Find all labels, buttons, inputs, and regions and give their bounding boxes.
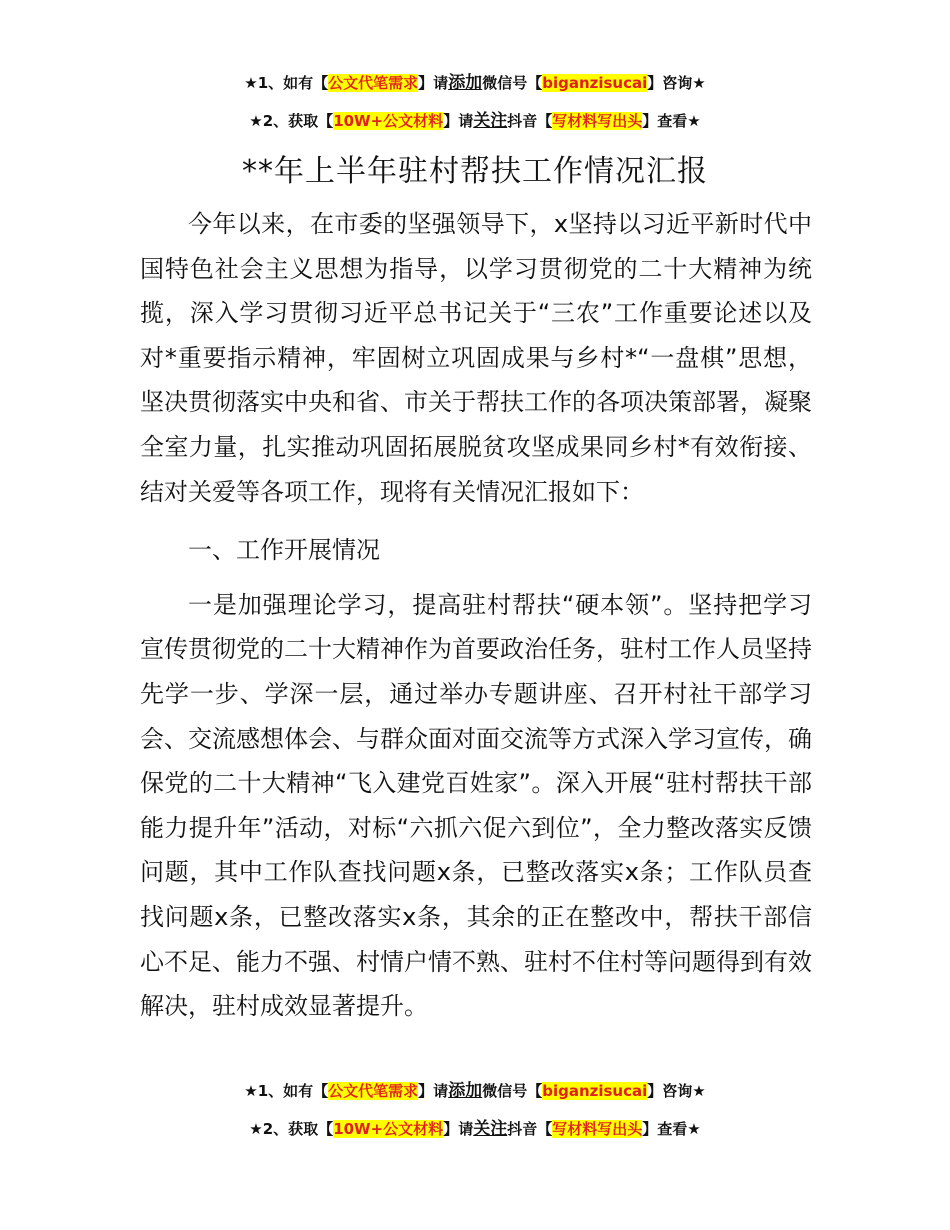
- promo-highlight-materials: 10W+公文材料: [333, 1120, 444, 1138]
- promo-underlined-follow: 关注: [473, 111, 508, 131]
- promo-underlined-add: 添加: [448, 1081, 483, 1101]
- promo-underlined-add: 添加: [448, 73, 483, 93]
- promo-text: 】请: [443, 112, 474, 130]
- promo-highlight-service: 公文代笔需求: [328, 74, 419, 92]
- document-title: **年上半年驻村帮扶工作情况汇报: [242, 154, 708, 189]
- promo-highlight-douyin-id: 写材料写出头: [552, 1120, 643, 1138]
- promo-highlight-wechat-id: biganzisucai: [542, 1082, 648, 1100]
- promo-suffix: 】咨询★: [647, 74, 706, 92]
- promo-suffix: 】咨询★: [647, 1082, 706, 1100]
- promo-top-line-2: [0, 106, 950, 131]
- promo-text: 抖音【: [507, 1120, 553, 1138]
- promo-bottom-line-2: [0, 1114, 950, 1139]
- promo-text: 微信号【: [482, 74, 543, 92]
- promo-highlight-materials: 10W+公文材料: [333, 112, 444, 130]
- promo-top-line-1: [0, 68, 950, 93]
- promo-bottom-line-1: [0, 1076, 950, 1101]
- promo-text: 】请: [443, 1120, 474, 1138]
- document-body: [140, 202, 812, 1029]
- promo-suffix: 】查看★: [642, 112, 701, 130]
- promo-highlight-service: 公文代笔需求: [328, 1082, 419, 1100]
- promo-prefix: ★1、如有【: [244, 74, 329, 92]
- promo-text: 】请: [418, 1082, 449, 1100]
- promo-text: 】请: [418, 74, 449, 92]
- promo-prefix: ★2、获取【: [249, 112, 334, 130]
- section-heading: 一、工作开展情况: [188, 536, 380, 565]
- promo-suffix: 】查看★: [642, 1120, 701, 1138]
- promo-underlined-follow: 关注: [473, 1119, 508, 1139]
- promo-highlight-wechat-id: biganzisucai: [542, 74, 648, 92]
- intro-paragraph: 今年以来，在市委的坚强领导下，x坚持以习近平新时代中国特色社会主义思想为指导，以学习贯彻党的二十大精神为统揽，深入学习贯彻习近平总书记关于“三农”工作重要论述以及对*重要指示精神，牢固树立巩固成果与乡村*“一盘棋”思想，坚决贯彻落实中央和省、市关于帮扶工作的各项决策部署，凝聚全室力量，扎实推动巩固拓展脱贫攻坚成果同乡村*有效衔接、结对关爱等各项工作，现将有关情况汇报如下：: [140, 210, 812, 506]
- promo-text: 抖音【: [507, 112, 553, 130]
- promo-prefix: ★2、获取【: [249, 1120, 334, 1138]
- promo-highlight-douyin-id: 写材料写出头: [552, 112, 643, 130]
- promo-text: 微信号【: [482, 1082, 543, 1100]
- section-paragraph: 一是加强理论学习，提高驻村帮扶“硬本领”。坚持把学习宣传贯彻党的二十大精神作为首要政治任务，驻村工作人员坚持先学一步、学深一层，通过举办专题讲座、召开村社干部学习会、交流感想体会、与群众面对面交流等方式深入学习宣传，确保党的二十大精神“飞入建党百姓家”。深入开展“驻村帮扶干部能力提升年”活动，对标“六抓六促六到位”，全力整改落实反馈问题，其中工作队查找问题x条，已整改落实x条；工作队员查找问题x条，已整改落实x条，其余的正在整改中，帮扶干部信心不足、能力不强、村情户情不熟、驻村不住村等问题得到有效解决，驻村成效显著提升。: [140, 590, 812, 1021]
- promo-prefix: ★1、如有【: [244, 1082, 329, 1100]
